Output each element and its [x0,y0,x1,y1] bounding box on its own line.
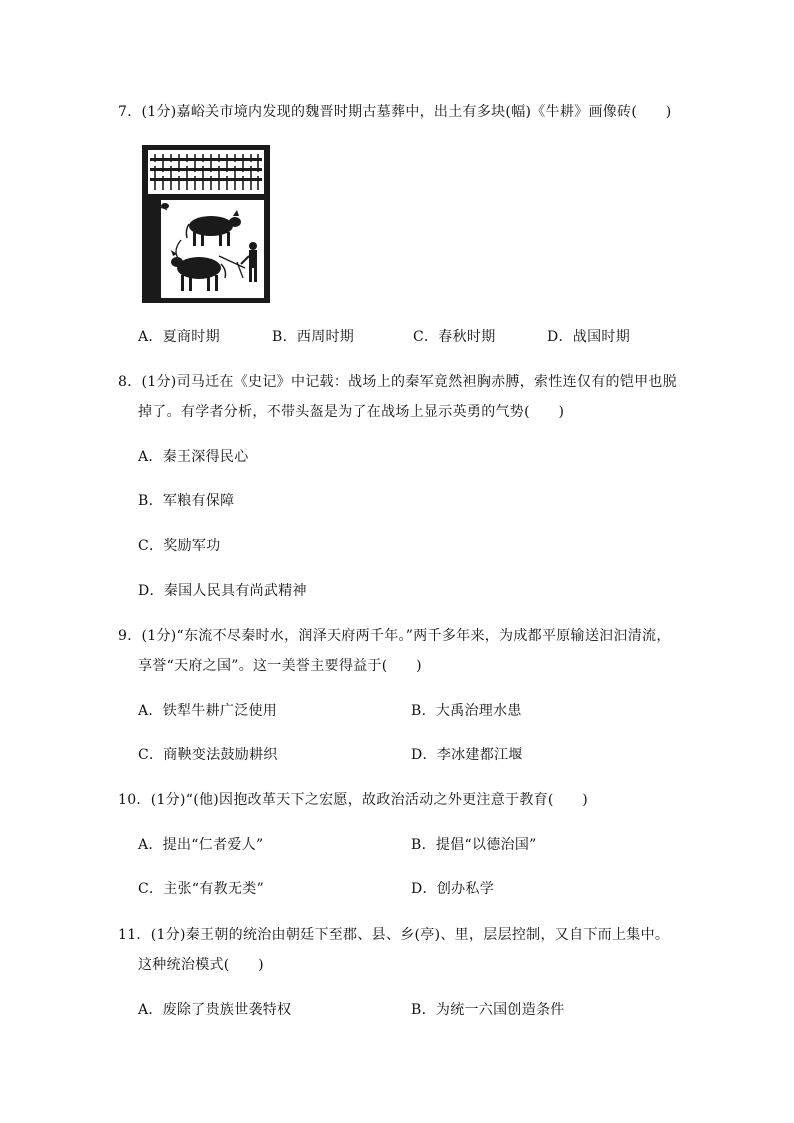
q7-option-c[interactable]: C．春秋时期 [413,329,496,345]
question-7-stem: 7．(1分)嘉峪关市境内发现的魏晋时期古墓葬中，出土有多块(幅)《牛耕》画像砖( ) [118,104,672,120]
q9-option-b[interactable]: B．大禹治理水患 [411,703,522,719]
q10-option-a[interactable]: A．提出“仁者爱人” [138,837,264,853]
q8-option-a[interactable]: A．秦王深得民心 [138,449,249,465]
q9-option-a[interactable]: A．铁犁牛耕广泛使用 [138,703,278,719]
q11-option-a[interactable]: A．废除了贵族世袭特权 [138,1002,292,1018]
q10-option-d[interactable]: D．创办私学 [411,881,495,897]
ox-plowing-brick-image [141,144,271,304]
q11-option-b[interactable]: B．为统一六国创造条件 [411,1002,565,1018]
q8-option-d[interactable]: D．秦国人民具有尚武精神 [138,583,307,599]
q10-option-c[interactable]: C．主张“有教无类” [138,881,265,897]
q9-option-d[interactable]: D．李冰建都江堰 [411,747,523,763]
question-9-stem-line1: 9．(1分)“东流不尽秦时水，润泽天府两千年。”两千多年来，为成都平原输送汩汩清流， [118,628,671,644]
question-11-stem-line2: 这种统治模式( ) [138,957,264,973]
question-8-stem-line1: 8．(1分)司马迁在《史记》中记载：战场上的秦军竟然袒胸赤膊，索性连仅有的铠甲也脱 [118,374,678,390]
q7-option-b[interactable]: B．西周时期 [272,329,355,345]
q8-option-b[interactable]: B．军粮有保障 [138,493,235,509]
q9-option-c[interactable]: C．商鞅变法鼓励耕织 [138,747,278,763]
q7-option-d[interactable]: D．战国时期 [547,329,631,345]
q8-option-c[interactable]: C．奖励军功 [138,538,221,554]
question-10-stem: 10．(1分)“(他)因抱改革天下之宏愿，故政治活动之外更注意于教育( ) [118,792,589,808]
ox-plowing-illustration [141,144,271,304]
question-9-stem-line2: 享誉“天府之国”。这一美誉主要得益于( ) [138,658,422,674]
q7-option-a[interactable]: A．夏商时期 [138,329,220,345]
question-11-stem-line1: 11．(1分)秦王朝的统治由朝廷下至郡、县、乡(亭)、里，层层控制，又自下而上集中。 [118,927,670,943]
question-8-stem-line2: 掉了。有学者分析，不带头盔是为了在战场上显示英勇的气势( ) [138,404,565,420]
q10-option-b[interactable]: B．提倡“以德治国” [411,837,537,853]
